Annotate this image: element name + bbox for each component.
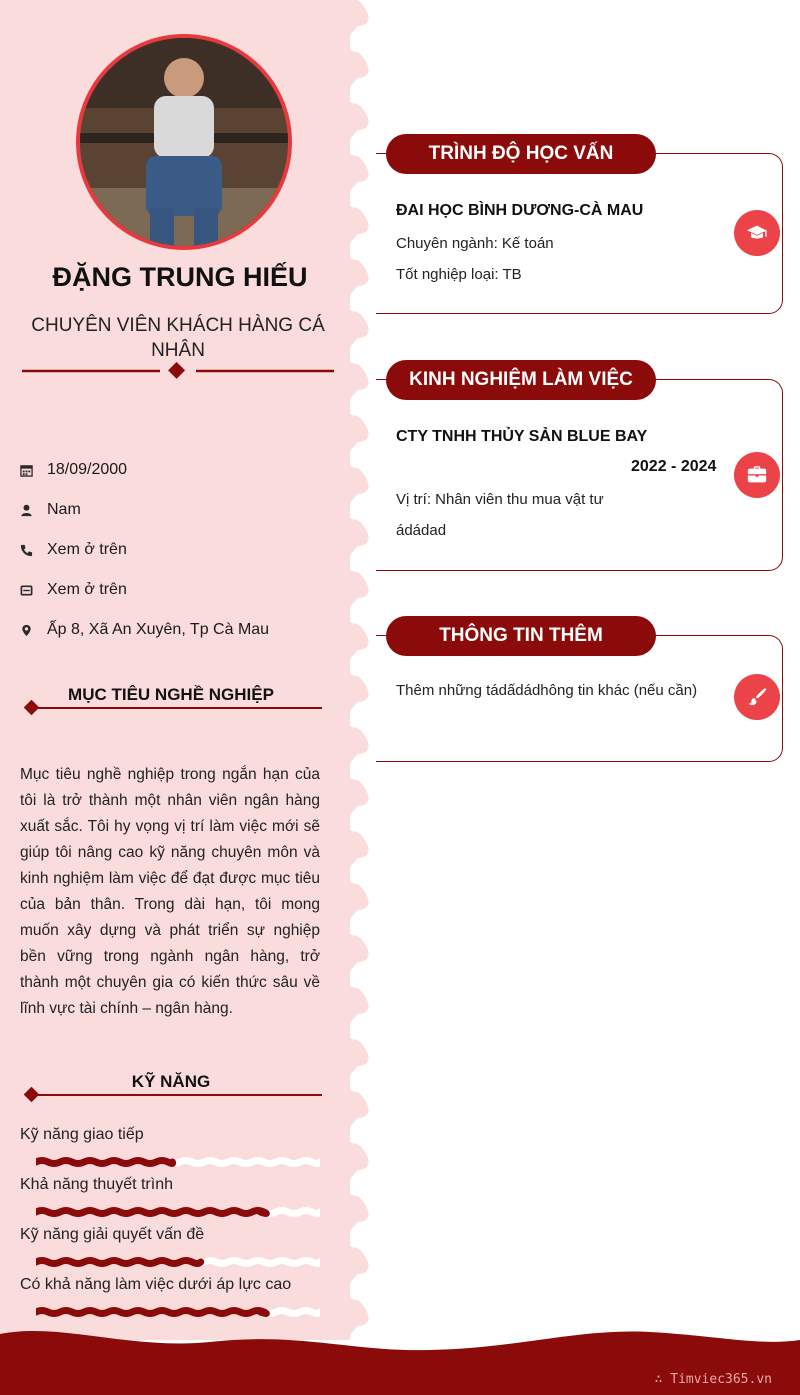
- skill-level-bar: [36, 1306, 320, 1318]
- objective-divider: [22, 700, 322, 716]
- birthday-value: 18/09/2000: [47, 461, 128, 478]
- contact-birthday: [20, 450, 340, 490]
- calendar-icon: [20, 464, 47, 477]
- skill-bar-fill: [36, 1161, 173, 1164]
- envelope-icon: [20, 584, 47, 597]
- skill-bar-fill: [36, 1261, 201, 1264]
- job-title: CHUYÊN VIÊN KHÁCH HÀNG CÁ NHÂN: [31, 315, 325, 361]
- skills-list: [20, 1122, 320, 1322]
- education-box: [376, 153, 783, 314]
- skill-item: [20, 1222, 320, 1272]
- education-grade: Tốt nghiệp loại: TB: [396, 266, 522, 283]
- additional-section: [376, 616, 784, 762]
- candidate-name: ĐẶNG TRUNG HIẾU: [52, 262, 308, 292]
- experience-section: [376, 360, 784, 572]
- education-header: TRÌNH ĐỘ HỌC VẤN: [386, 134, 656, 174]
- additional-header: THÔNG TIN THÊM: [386, 616, 656, 656]
- experience-header: KINH NGHIỆM LÀM VIỆC: [386, 360, 656, 400]
- phone-value: Xem ở trên: [47, 541, 127, 558]
- sidebar-wave-edge: [340, 0, 380, 1340]
- graduation-cap-icon: [734, 210, 780, 256]
- user-icon: [20, 504, 47, 517]
- additional-text: Thêm những tádấdádhông tin khác (nếu cần): [396, 682, 698, 699]
- skill-label: Có khả năng làm việc dưới áp lực cao: [20, 1276, 292, 1293]
- gender-value: Nam: [47, 501, 81, 518]
- briefcase-icon: [734, 452, 780, 498]
- avatar: [76, 34, 292, 250]
- skill-level-bar: [36, 1256, 320, 1268]
- contact-list: [20, 450, 340, 650]
- experience-company: CTY TNHH THỦY SẢN BLUE BAY: [396, 428, 648, 445]
- skill-bar-fill: [36, 1211, 266, 1214]
- title-divider: [22, 362, 334, 380]
- skill-item: [20, 1172, 320, 1222]
- education-school: ĐAI HỌC BÌNH DƯƠNG-CÀ MAU: [396, 202, 644, 219]
- phone-icon: [20, 544, 47, 557]
- email-value: Xem ở trên: [47, 581, 127, 598]
- contact-email: [20, 570, 340, 610]
- objective-text: Mục tiêu nghề nghiệp trong ngắn hạn của tôi là trở thành một nhân viên ngân hàng xuất sắc. Tôi hy vọng vị trí làm việc mới sẽ giúp tôi nâng cao kỹ năng chuyên môn và kinh nghiệm làm việc để đạt được mục tiêu của bản thân. Trong dài hạn, tôi mong muốn xây dựng và phát triển sự nghiệp bền vững trong ngành ngân hàng, trở thành một chuyên gia có kiến thức sâu về lĩnh vực tài chính – ngân hàng.: [20, 766, 320, 1017]
- address-value: Ấp 8, Xã An Xuyên, Tp Cà Mau: [47, 621, 270, 638]
- skill-level-bar: [36, 1206, 320, 1218]
- experience-period: 2022 - 2024: [631, 458, 717, 475]
- skill-item: [20, 1122, 320, 1172]
- skill-label: Kỹ năng giao tiếp: [20, 1126, 144, 1143]
- map-marker-icon: [20, 624, 47, 637]
- contact-address: [20, 610, 340, 650]
- skill-level-bar: [36, 1156, 320, 1168]
- experience-detail: ádádad: [396, 522, 447, 539]
- objective-title: MỤC TIÊU NGHỀ NGHIỆP: [68, 685, 274, 704]
- experience-box: [376, 379, 783, 571]
- contact-phone: [20, 530, 340, 570]
- experience-position: Vị trí: Nhân viên thu mua vật tư: [396, 491, 604, 508]
- skill-bar-fill: [36, 1311, 266, 1314]
- paintbrush-icon: [734, 674, 780, 720]
- skill-item: [20, 1272, 320, 1322]
- skills-divider: [22, 1087, 322, 1103]
- education-section: [376, 134, 784, 314]
- skill-label: Khả năng thuyết trình: [20, 1176, 173, 1193]
- education-major: Chuyên ngành: Kế toán: [396, 235, 554, 252]
- brand-watermark: ∴ Timviec365.vn: [654, 1372, 772, 1387]
- skill-label: Kỹ năng giải quyết vấn đề: [20, 1226, 205, 1243]
- contact-gender: [20, 490, 340, 530]
- skills-title: KỸ NĂNG: [131, 1072, 211, 1091]
